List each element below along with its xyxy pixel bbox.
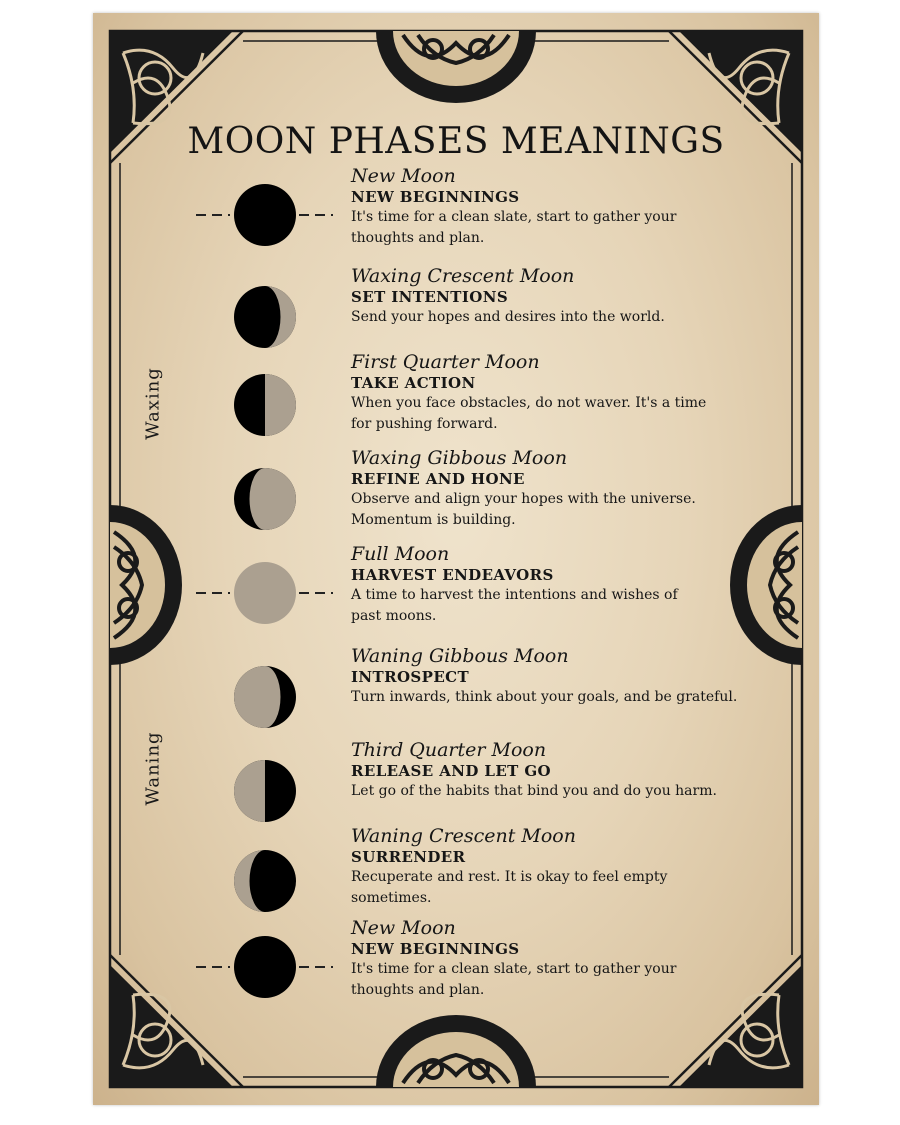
phase-keyword: REFINE AND HONE — [351, 470, 525, 488]
phase-text — [351, 739, 791, 802]
phase-name: Third Quarter Moon — [351, 739, 547, 761]
phase-description: Recuperate and rest. It is okay to feel empty — [351, 869, 668, 885]
dashed-marker — [196, 966, 230, 968]
moon-phase-icon — [233, 759, 297, 823]
phase-name: First Quarter Moon — [351, 351, 540, 373]
phase-description-cont: past moons. — [351, 608, 437, 624]
phase-text — [351, 917, 791, 1001]
dashed-marker — [196, 214, 230, 216]
moon-phase-icon — [233, 935, 297, 999]
moon-phase-icon — [233, 467, 297, 531]
phase-item — [93, 739, 819, 835]
phase-text — [351, 351, 791, 435]
phase-text — [351, 165, 791, 249]
poster — [93, 13, 819, 1105]
phase-keyword: HARVEST ENDEAVORS — [351, 566, 554, 584]
dashed-marker — [299, 592, 333, 594]
phase-description-cont: thoughts and plan. — [351, 230, 485, 246]
dashed-marker — [299, 966, 333, 968]
phase-item — [93, 447, 819, 543]
phase-description: A time to harvest the intentions and wishes of — [351, 587, 678, 603]
phase-text — [351, 825, 791, 909]
phase-item — [93, 825, 819, 921]
waxing-label: Waxing — [142, 367, 164, 440]
moon-phase-icon — [233, 285, 297, 349]
phase-keyword: TAKE ACTION — [351, 374, 476, 392]
waning-label: Waning — [142, 731, 164, 806]
phase-name: Waxing Crescent Moon — [351, 265, 575, 287]
phase-description: Let go of the habits that bind you and do you harm. — [351, 783, 717, 799]
phase-keyword: NEW BEGINNINGS — [351, 188, 520, 206]
phase-description-cont: for pushing forward. — [351, 416, 498, 432]
phase-keyword: RELEASE AND LET GO — [351, 762, 552, 780]
phase-text — [351, 543, 791, 627]
phase-description: It's time for a clean slate, start to gather your — [351, 961, 677, 977]
moon-phase-icon — [233, 561, 297, 625]
phase-description-cont: thoughts and plan. — [351, 982, 485, 998]
page-title: MOON PHASES MEANINGS — [187, 121, 725, 162]
phase-text — [351, 447, 791, 531]
phase-description: Turn inwards, think about your goals, and be grateful. — [351, 689, 738, 705]
phase-description: Observe and align your hopes with the universe. — [351, 491, 696, 507]
phase-keyword: SURRENDER — [351, 848, 466, 866]
phase-item — [93, 165, 819, 261]
phase-name: Full Moon — [351, 543, 450, 565]
moon-phase-icon — [233, 183, 297, 247]
phase-name: Waning Gibbous Moon — [351, 645, 569, 667]
phase-description-cont: sometimes. — [351, 890, 432, 906]
phase-name: New Moon — [351, 917, 456, 939]
phase-item — [93, 645, 819, 741]
phase-description: It's time for a clean slate, start to gather your — [351, 209, 677, 225]
dashed-marker — [299, 214, 333, 216]
phase-item — [93, 917, 819, 1013]
phase-description-cont: Momentum is building. — [351, 512, 516, 528]
phase-item — [93, 351, 819, 447]
phase-keyword: INTROSPECT — [351, 668, 470, 686]
phase-name: New Moon — [351, 165, 456, 187]
phase-text — [351, 265, 791, 328]
phase-keyword: SET INTENTIONS — [351, 288, 509, 306]
phase-item — [93, 543, 819, 639]
phase-description: Send your hopes and desires into the world. — [351, 309, 665, 325]
moon-phase-icon — [233, 849, 297, 913]
phase-name: Waning Crescent Moon — [351, 825, 576, 847]
moon-phase-icon — [233, 373, 297, 437]
moon-phase-icon — [233, 665, 297, 729]
phase-name: Waxing Gibbous Moon — [351, 447, 568, 469]
phase-item — [93, 265, 819, 361]
dashed-marker — [196, 592, 230, 594]
phase-description: When you face obstacles, do not waver. It's a time — [351, 395, 707, 411]
phase-keyword: NEW BEGINNINGS — [351, 940, 520, 958]
phase-text — [351, 645, 791, 708]
